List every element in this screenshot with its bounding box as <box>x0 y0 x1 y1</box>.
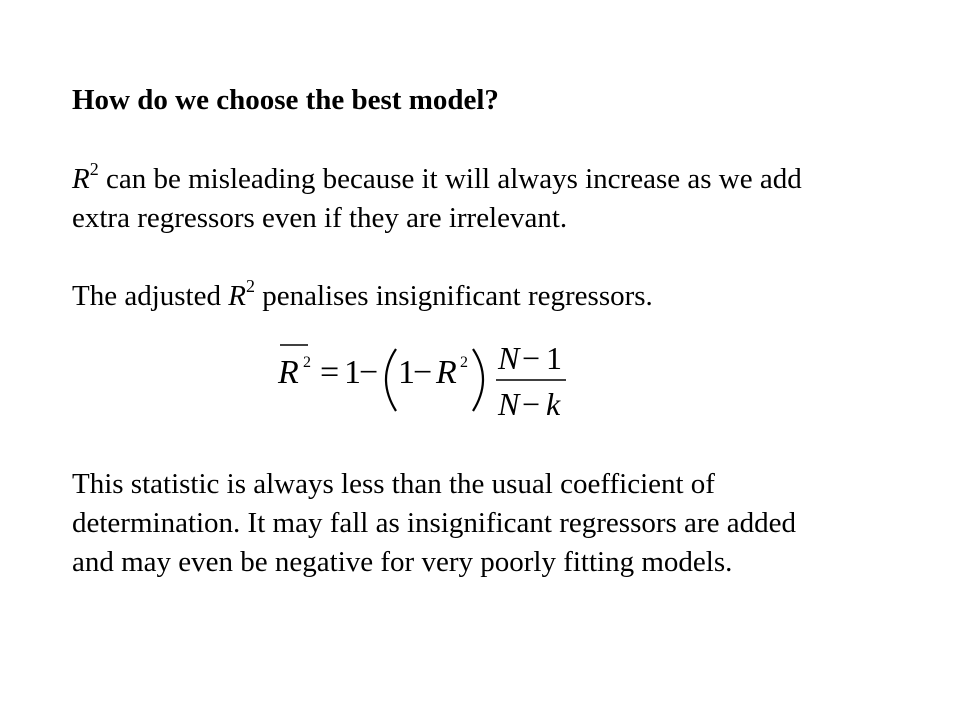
r-symbol: R <box>72 163 90 195</box>
numerator-one: 1 <box>546 340 562 376</box>
paragraph-r-squared <box>72 160 892 238</box>
one: 1 <box>398 354 415 391</box>
paragraph-line <box>72 160 892 199</box>
numerator-minus: − <box>522 340 541 376</box>
minus-sign: − <box>413 354 433 391</box>
slide-heading: How do we choose the best model? <box>72 84 499 116</box>
r-symbol: R <box>228 280 246 312</box>
text-fragment: The adjusted <box>72 280 229 312</box>
exponent: 2 <box>89 159 99 180</box>
paragraph-statistic <box>72 465 892 582</box>
inner-exponent: 2 <box>460 354 468 371</box>
paragraph-line: This statistic is always less than the usual coefficient of <box>72 468 715 500</box>
left-parenthesis <box>386 349 396 411</box>
lhs-exponent: 2 <box>303 354 311 371</box>
paragraph-line: and may even be negative for very poorly fitting models. <box>72 546 733 578</box>
lhs-r: R <box>278 354 299 391</box>
denominator-minus: − <box>522 386 541 422</box>
adjusted-r-squared-formula <box>270 335 590 430</box>
text-fragment: penalises insignificant regressors. <box>254 280 653 312</box>
exponent: 2 <box>245 276 255 297</box>
denominator-n: N <box>498 386 520 422</box>
paragraph-line <box>72 277 892 316</box>
equals-sign: = <box>320 354 340 391</box>
inner-r: R <box>436 354 457 391</box>
paragraph-line: extra regressors even if they are irrelevant. <box>72 202 568 234</box>
numerator-n: N <box>498 340 520 376</box>
minus-sign: − <box>359 354 379 391</box>
text-fragment: can be misleading because it will always increase as we add <box>98 163 802 195</box>
right-parenthesis <box>473 349 483 411</box>
denominator-k: k <box>546 386 561 422</box>
paragraph-adjusted <box>72 277 892 316</box>
paragraph-line: determination. It may fall as insignificant regressors are added <box>72 507 796 539</box>
one: 1 <box>344 354 361 391</box>
